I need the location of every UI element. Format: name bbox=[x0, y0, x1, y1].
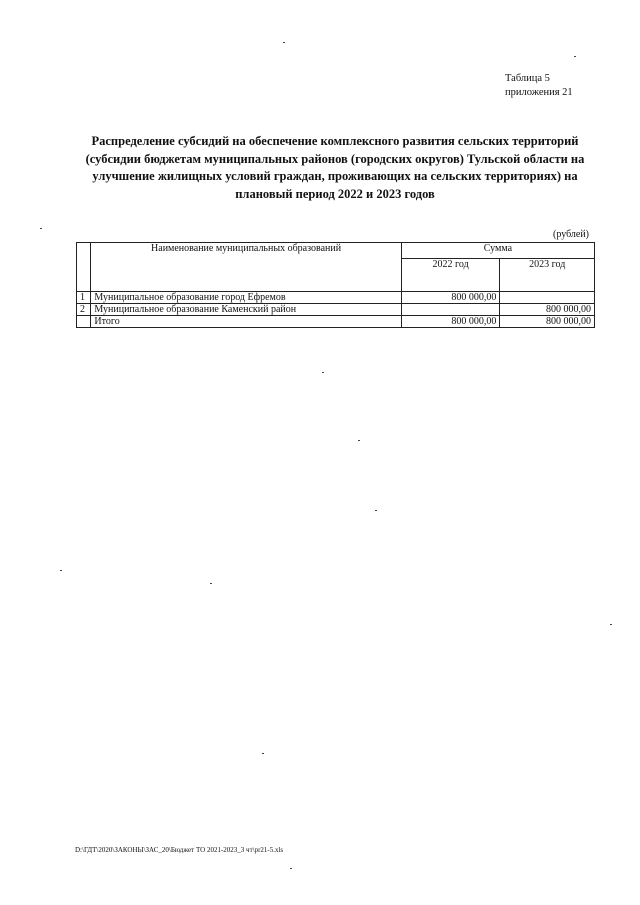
title-line-3: улучшение жилищных условий граждан, проживающих на сельских территориях) на bbox=[92, 169, 578, 183]
row-amount-2023 bbox=[500, 292, 595, 304]
appendix-number: приложения 21 bbox=[505, 87, 573, 98]
scan-speck bbox=[40, 228, 42, 229]
header-name-cell: Наименование муниципальных образований bbox=[91, 243, 401, 292]
header-2022-cell: 2022 год bbox=[401, 259, 500, 292]
file-path-footer: D:\ГДТ\2020\ЗАКОНЫ\ЗАС_20\Бюджет ТО 2021-2023_3 чт\pr21-5.xls bbox=[75, 846, 284, 854]
total-amount-2023: 800 000,00 bbox=[500, 316, 595, 328]
subsidy-table bbox=[76, 242, 595, 328]
scan-speck bbox=[322, 372, 324, 373]
title-line-4: плановый период 2022 и 2023 годов bbox=[235, 186, 435, 201]
scan-speck bbox=[60, 570, 62, 571]
header-2023-cell: 2023 год bbox=[500, 259, 595, 292]
row-amount-2022 bbox=[401, 304, 500, 316]
header-sum-cell: Сумма bbox=[401, 243, 594, 259]
row-name: Муниципальное образование город Ефремов bbox=[91, 292, 401, 304]
scan-speck bbox=[210, 583, 212, 584]
total-number bbox=[77, 316, 91, 328]
table-reference-note bbox=[505, 72, 573, 100]
row-number: 1 bbox=[77, 292, 91, 304]
scan-speck bbox=[375, 510, 377, 511]
row-amount-2022: 800 000,00 bbox=[401, 292, 500, 304]
scan-speck bbox=[574, 56, 576, 57]
total-row bbox=[77, 316, 595, 328]
scan-speck bbox=[283, 42, 285, 43]
total-amount-2022: 800 000,00 bbox=[401, 316, 500, 328]
title-line-2: (субсидии бюджетам муниципальных районов (городских округов) Тульской области на bbox=[85, 151, 585, 166]
units-label: (рублей) bbox=[553, 229, 590, 240]
header-number-cell bbox=[77, 243, 91, 292]
table-header-row bbox=[77, 243, 595, 259]
row-number: 2 bbox=[77, 304, 91, 316]
row-amount-2023: 800 000,00 bbox=[500, 304, 595, 316]
scan-speck bbox=[262, 753, 264, 754]
title-line-1: Распределение субсидий на обеспечение комплексного развития сельских территорий bbox=[91, 134, 579, 148]
scan-speck bbox=[290, 868, 292, 869]
table-number: Таблица 5 bbox=[505, 73, 550, 84]
table-row bbox=[77, 304, 595, 316]
scan-speck bbox=[358, 440, 360, 441]
document-title bbox=[70, 133, 600, 203]
scan-speck bbox=[610, 624, 612, 625]
row-name: Муниципальное образование Каменский район bbox=[91, 304, 401, 316]
total-label: Итого bbox=[91, 316, 401, 328]
table-row bbox=[77, 292, 595, 304]
